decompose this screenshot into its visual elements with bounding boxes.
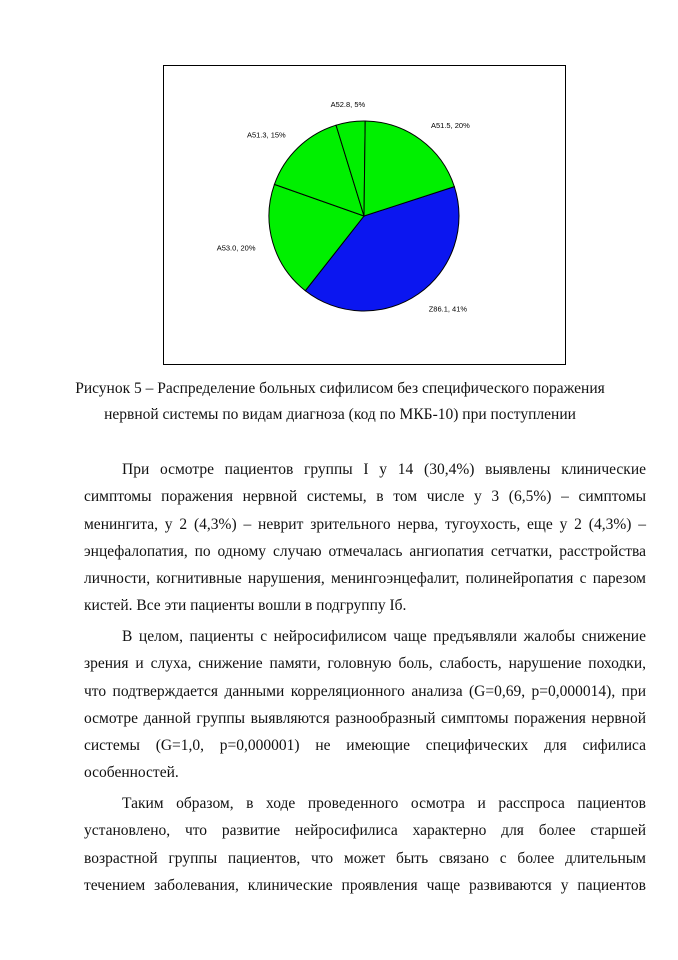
paragraph-line: течением заболевания, клинические проявления чаще развиваются у пациентов [84,876,646,894]
pie-chart-frame [163,65,566,365]
figure-caption [70,376,610,428]
paragraph-line: При осмотре пациентов группы I у 14 (30,4%) выявлены клинические [122,461,646,478]
paragraph-line: осмотре данной группы выявляются разнообразный симптомы поражения нервной [84,709,646,727]
paragraph-line: В целом, пациенты с нейросифилисом чаще предъявляли жалобы снижение [122,628,646,645]
paragraph-line: менингита, у 2 (4,3%) – неврит зрительного нерва, тугоухость, еще у 2 (4,3%) – [84,515,646,533]
pie-label-z86-1: Z86.1, 41% [428,304,468,314]
paragraph-2 [84,623,646,787]
paragraph-3 [84,790,646,899]
paragraph-line: симптомы поражения нервной системы, в том числе у 3 (6,5%) – симптомы [84,488,646,506]
caption-line-2: нервной системы по видам диагноза (код по МКБ-10) при поступлении [104,406,576,423]
paragraph-1 [84,456,646,620]
pie-chart [164,66,565,364]
paragraph-line: кистей. Все эти пациенты вошли в подгруппу Iб. [84,597,407,615]
paragraph-line: особенностей. [84,764,179,782]
paragraph-line: личности, когнитивные нарушения, менингоэнцефалит, полинейропатия с парезом [84,570,646,588]
paragraph-line: Таким образом, в ходе проведенного осмотра и расспроса пациентов [122,795,646,812]
pie-label-a52-8: A52.8, 5% [330,100,366,110]
pie-label-a51-3: A51.3, 15% [246,130,286,140]
paragraph-line: энцефалопатия, по одному случаю отмечалась ангиопатия сетчатки, расстройства [84,542,646,560]
paragraph-line: зрения и слуха, снижение памяти, головную боль, слабость, нарушение походки, [84,655,646,673]
paragraph-line: возрастной группы пациентов, что может быть связано с более длительным [84,849,646,867]
pie-label-a51-5: A51.5, 20% [430,120,470,130]
paragraph-line: системы (G=1,0, p=0,000001) не имеющие специфических для сифилиса [84,737,646,755]
pie-label-a53-0: A53.0, 20% [216,243,256,253]
paragraph-line: что подтверждается данными корреляционного анализа (G=0,69, p=0,000014), при [84,682,646,700]
caption-line-1: Рисунок 5 – Распределение больных сифилисом без специфического поражения [75,380,605,397]
paragraph-line: установлено, что развитие нейросифилиса характерно для более старшей [84,822,646,840]
